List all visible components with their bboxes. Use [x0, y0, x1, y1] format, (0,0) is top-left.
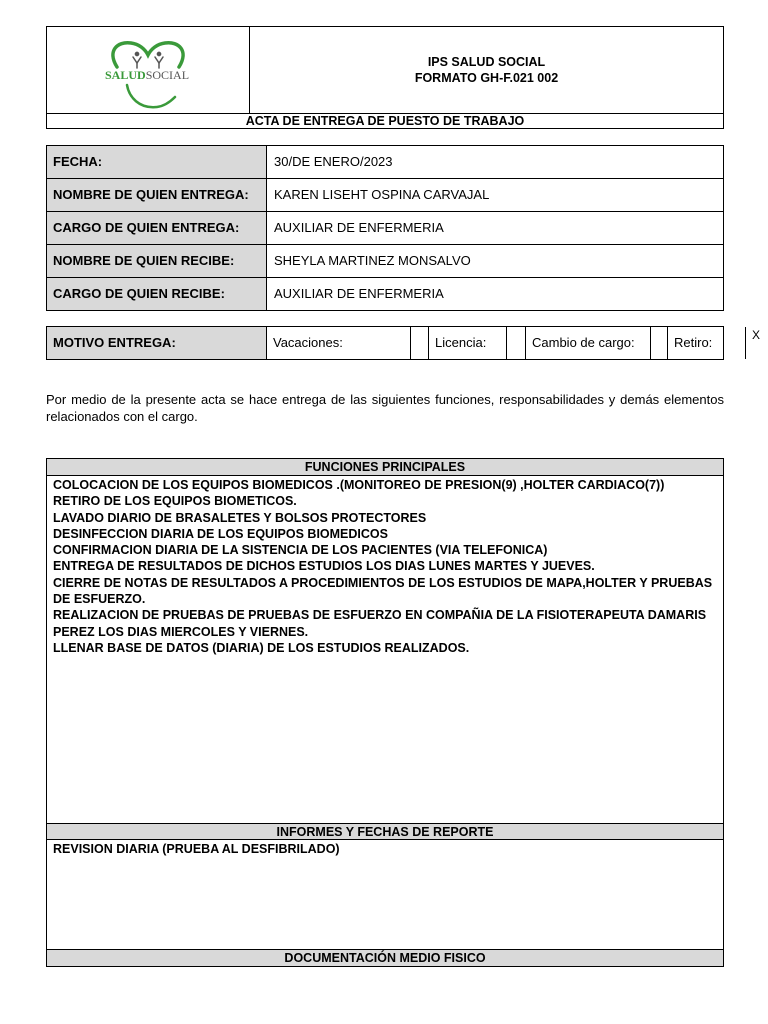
funciones-list — [53, 477, 721, 656]
motivo-row — [46, 326, 761, 360]
salud-social-logo-icon — [47, 27, 250, 113]
list-item: REALIZACION DE PRUEBAS DE PRUEBAS DE ESFUERZO EN COMPAÑIA DE LA FISIOTERAPEUTA DAMARIS PEREZ LOS DIAS MIERCOLES Y VIERNES. — [53, 608, 707, 639]
info-label: FECHA: — [47, 146, 267, 178]
list-item: CONFIRMACION DIARIA DE LA SISTENCIA DE LOS PACIENTES (VIA TELEFONICA) — [53, 543, 548, 558]
informes-list — [53, 841, 721, 857]
info-row-nombre-recibe — [46, 244, 724, 278]
list-item: ENTREGA DE RESULTADOS DE DICHOS ESTUDIOS LOS DIAS LUNES MARTES Y JUEVES. — [53, 559, 595, 574]
info-label: NOMBRE DE QUIEN ENTREGA: — [47, 179, 267, 211]
list-item: DESINFECCION DIARIA DE LOS EQUIPOS BIOMEDICOS — [53, 526, 388, 541]
info-value: SHEYLA MARTINEZ MONSALVO — [274, 253, 471, 268]
sections-box — [46, 458, 724, 967]
logo-text: SALUDSOCIAL — [105, 68, 190, 82]
header-title — [250, 27, 723, 113]
info-value: KAREN LISEHT OSPINA CARVAJAL — [274, 187, 490, 202]
documentacion-heading: DOCUMENTACIÓN MEDIO FISICO — [47, 949, 723, 966]
cambio-cargo-checkbox[interactable] — [651, 327, 668, 359]
list-item: RETIRO DE LOS EQUIPOS BIOMETICOS. — [53, 494, 297, 509]
informes-heading: INFORMES Y FECHAS DE REPORTE — [47, 823, 723, 840]
info-label: NOMBRE DE QUIEN RECIBE: — [47, 245, 267, 277]
title-line-1: IPS SALUD SOCIAL — [427, 55, 546, 69]
info-row-nombre-entrega — [46, 178, 724, 212]
licencia-checkbox[interactable] — [507, 327, 526, 359]
info-value: AUXILIAR DE ENFERMERIA — [274, 220, 444, 235]
intro-paragraph: Por medio de la presente acta se hace entrega de las siguientes funciones, responsabilidades y demás elementos relacionados con el cargo. — [46, 392, 724, 424]
info-value: AUXILIAR DE ENFERMERIA — [274, 286, 444, 301]
info-row-cargo-recibe — [46, 277, 724, 311]
retiro-label: Retiro: — [668, 327, 746, 359]
document-header — [46, 26, 724, 129]
cambio-cargo-label: Cambio de cargo: — [526, 327, 651, 359]
info-value: 30/DE ENERO/2023 — [274, 154, 393, 169]
motivo-label: MOTIVO ENTREGA: — [47, 327, 267, 359]
info-label: CARGO DE QUIEN ENTREGA: — [47, 212, 267, 244]
info-label: CARGO DE QUIEN RECIBE: — [47, 278, 267, 310]
vacaciones-label: Vacaciones: — [267, 327, 411, 359]
list-item: LLENAR BASE DE DATOS (DIARIA) DE LOS ESTUDIOS REALIZADOS. — [53, 640, 470, 655]
vacaciones-checkbox[interactable] — [411, 327, 429, 359]
funciones-heading: FUNCIONES PRINCIPALES — [47, 459, 723, 476]
acta-title: ACTA DE ENTREGA DE PUESTO DE TRABAJO — [47, 113, 723, 128]
retiro-checkbox[interactable]: X — [752, 328, 761, 342]
logo-cell — [47, 27, 250, 113]
title-line-2: FORMATO GH-F.021 002 — [414, 71, 559, 85]
list-item: LAVADO DIARIO DE BRASALETES Y BOLSOS PROTECTORES — [53, 510, 427, 525]
list-item: CIERRE DE NOTAS DE RESULTADOS A PROCEDIMIENTOS DE LOS ESTUDIOS DE MAPA,HOLTER Y PRUEBAS DE ESFUERZO. — [53, 575, 713, 607]
info-row-fecha — [46, 145, 724, 179]
list-item: COLOCACION DE LOS EQUIPOS BIOMEDICOS .(MONITOREO DE PRESION(9) ,HOLTER CARDIACO(7)) — [53, 478, 665, 492]
info-row-cargo-entrega — [46, 211, 724, 245]
list-item: REVISION DIARIA (PRUEBA AL DESFIBRILADO) — [53, 842, 340, 856]
licencia-label: Licencia: — [429, 327, 507, 359]
